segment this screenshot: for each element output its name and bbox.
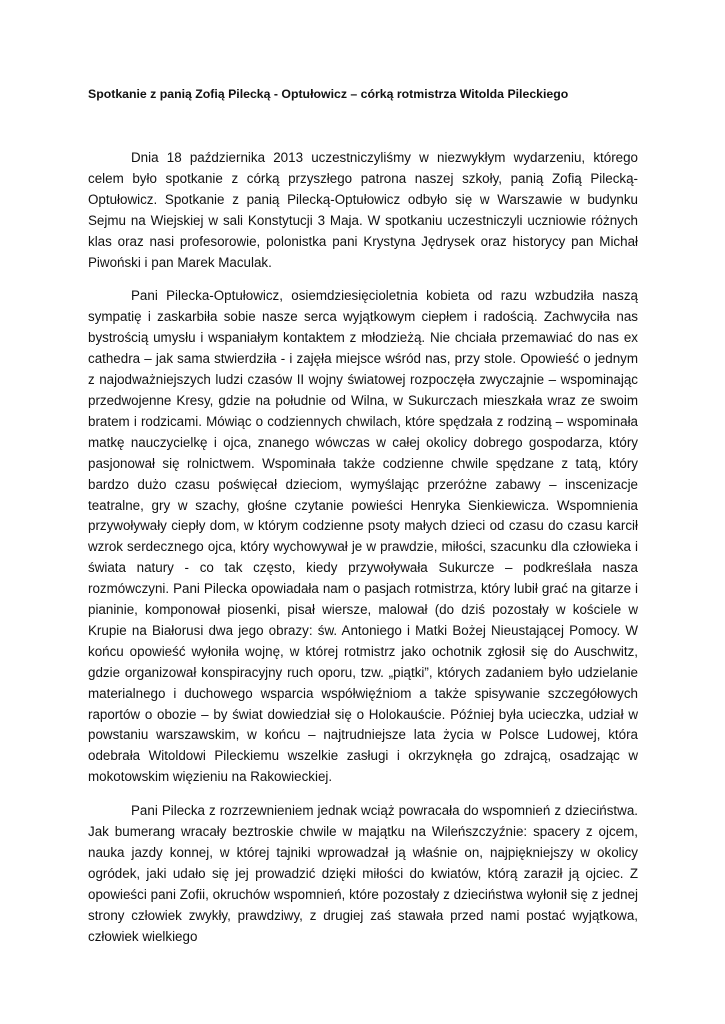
- document-body: [88, 148, 638, 961]
- paragraph-3: Pani Pilecka z rozrzewnieniem jednak wciąż powracała do wspomnień z dzieciństwa. Jak bumerang wracały beztroskie chwile w majątku na Wileńszczyźnie: spacery z ojcem, nauka jazdy konnej, w której tajniki wprowadzał ją właśnie on, najpiękniejszy w okolicy ogródek, jaki udało się jej prowadzić dzięki miłości do kwiatów, którą zaraził ją ojciec. Z opowieści pani Zofii, okruchów wspomnień, które pozostały z dzieciństwa wyłonił się z jednej strony człowiek zwykły, prawdziwy, z drugiej zaś stawała przed nami postać wyjątkowa, człowiek wielkiego: [88, 803, 638, 944]
- paragraph-1: Dnia 18 października 2013 uczestniczyliśmy w niezwykłym wydarzeniu, którego celem było spotkanie z córką przyszłego patrona naszej szkoły, panią Zofią Pilecką-Optułowicz. Spotkanie z panią Pilecką-Optułowicz odbyło się w Warszawie w budynku Sejmu na Wiejskiej w sali Konstytucji 3 Maja. W spotkaniu uczestniczyli uczniowie różnych klas oraz nasi profesorowie, polonistka pani Krystyna Jędrysek oraz historycy pan Michał Piwoński i pan Marek Maculak.: [88, 150, 638, 270]
- paragraph-2: Pani Pilecka-Optułowicz, osiemdziesięcioletnia kobieta od razu wzbudziła naszą sympatię i zaskarbiła sobie nasze serca wyjątkowym ciepłem i radością. Zachwyciła nas bystrością umysłu i wspaniałym kontaktem z młodzieżą. Nie chciała przemawiać do nas ex cathedra – jak sama stwierdziła - i zajęła miejsce wśród nas, przy stole. Opowieść o jednym z najodważniejszych ludzi czasów II wojny światowej rozpoczęła zwyczajnie – wspominając przedwojenne Kresy, gdzie na południe od Wilna, w Sukurczach mieszkała wraz ze swoim bratem i rodzicami. Mówiąc o codziennych chwilach, które spędzała z rodziną – wspominała matkę nauczycielkę i ojca, znanego wówczas w całej okolicy dobrego gospodarza, który pasjonował się rolnictwem. Wspominała także codzienne chwile spędzane z tatą, który bardzo dużo czasu poświęcał dzieciom, wymyślając przeróżne zabawy – inscenizacje teatralne, gry w szachy, głośne czytanie powieści Henryka Sienkiewicza. Wspomnienia przywoływały ciepły dom, w którym codzienne psoty małych dzieci od czasu do czasu karcił wzrok serdecznego ojca, który wychowywał je w prawdzie, miłości, szacunku dla człowieka i świata natury - co tak często, kiedy przywoływała Sukurcze – podkreślała nasza rozmówczyni. Pani Pilecka opowiadała nam o pasjach rotmistrza, który lubił grać na gitarze i pianinie, komponował piosenki, pisał wiersze, malował (do dziś pozostały w kościele w Krupie na Białorusi dwa jego obrazy: św. Antoniego i Matki Bożej Nieustającej Pomocy. W końcu opowieść wyłoniła wojnę, w której rotmistrz jako ochotnik zgłosił się do Auschwitz, gdzie organizował konspiracyjny ruch oporu, tzw. „piątki”, których zadaniem było udzielanie materialnego i duchowego wsparcia współwięźniom a także spisywanie szczegółowych raportów o obozie – by świat dowiedział się o Holokauście. Później była ucieczka, udział w powstaniu warszawskim, w końcu – najtrudniejsze lata życia w Polsce Ludowej, która odebrała Witoldowi Pileckiemu wszelkie zasługi i okrzyknęła go zdrajcą, osadzając w mokotowskim więzieniu na Rakowieckiej.: [88, 288, 638, 785]
- document-title: Spotkanie z panią Zofią Pilecką - Optułowicz – córką rotmistrza Witolda Pileckiego: [88, 87, 569, 101]
